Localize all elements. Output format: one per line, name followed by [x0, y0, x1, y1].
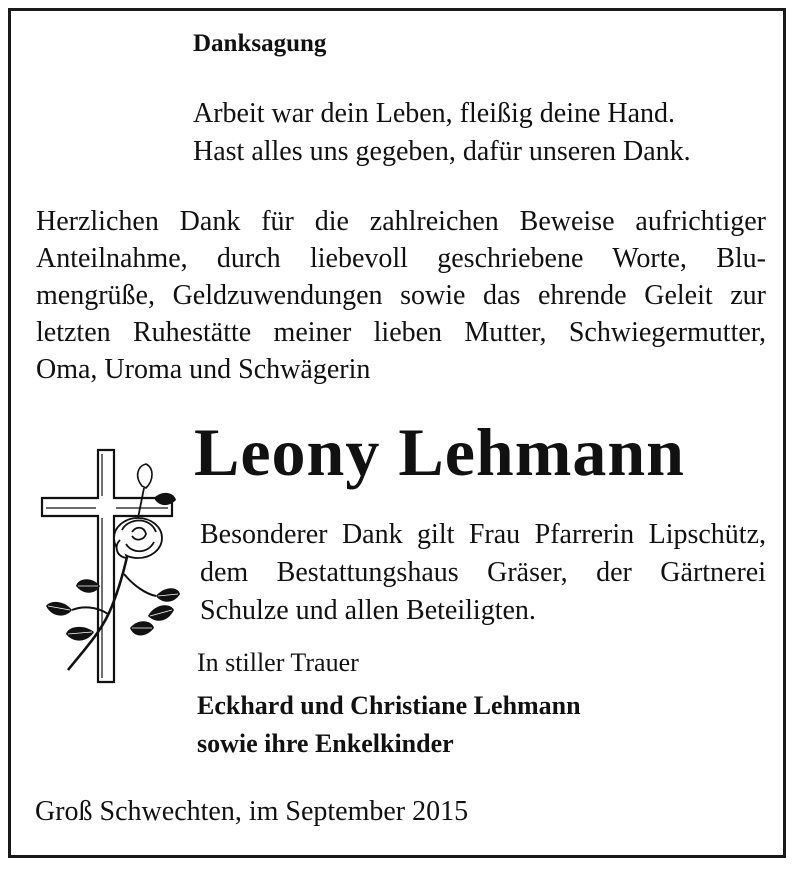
deceased-name: Leony Lehmann: [194, 414, 685, 490]
acknowledgement-paragraph: [36, 203, 766, 388]
place-and-date: Groß Schwechten, im September 2015: [35, 796, 469, 827]
special-thanks-line: Besonderer Dank gilt Frau Pfarrerin Lipschütz,: [200, 519, 766, 550]
paragraph-line: Anteilnahme, durch liebevoll geschriebene Worte, Blu-: [36, 243, 766, 274]
mourning-intro: In stiller Trauer: [197, 648, 359, 677]
paragraph-line: Herzlichen Dank für die zahlreichen Beweise aufrichtiger: [36, 206, 766, 237]
special-thanks-line: dem Bestattungshaus Gräser, der Gärtnerei: [200, 557, 766, 588]
cross-with-rose-icon: [38, 446, 183, 686]
paragraph-line: letzten Ruhestätte meiner lieben Mutter, Schwiegermutter,: [36, 317, 766, 348]
paragraph-line: Oma, Uroma und Schwägerin: [36, 354, 371, 385]
mourner-grandchildren: sowie ihre Enkelkinder: [197, 729, 454, 758]
notice-heading: Danksagung: [193, 30, 327, 57]
paragraph-line: mengrüße, Geldzuwendungen sowie das ehrende Geleit zur: [36, 280, 766, 311]
motto-line-1: Arbeit war dein Leben, fleißig deine Hand.: [193, 98, 676, 129]
special-thanks-paragraph: [200, 516, 766, 630]
special-thanks-line: Schulze und allen Beteiligten.: [200, 595, 536, 626]
motto-line-2: Hast alles uns gegeben, dafür unseren Dank.: [193, 136, 691, 167]
mourner-names: Eckhard und Christiane Lehmann: [197, 691, 581, 720]
